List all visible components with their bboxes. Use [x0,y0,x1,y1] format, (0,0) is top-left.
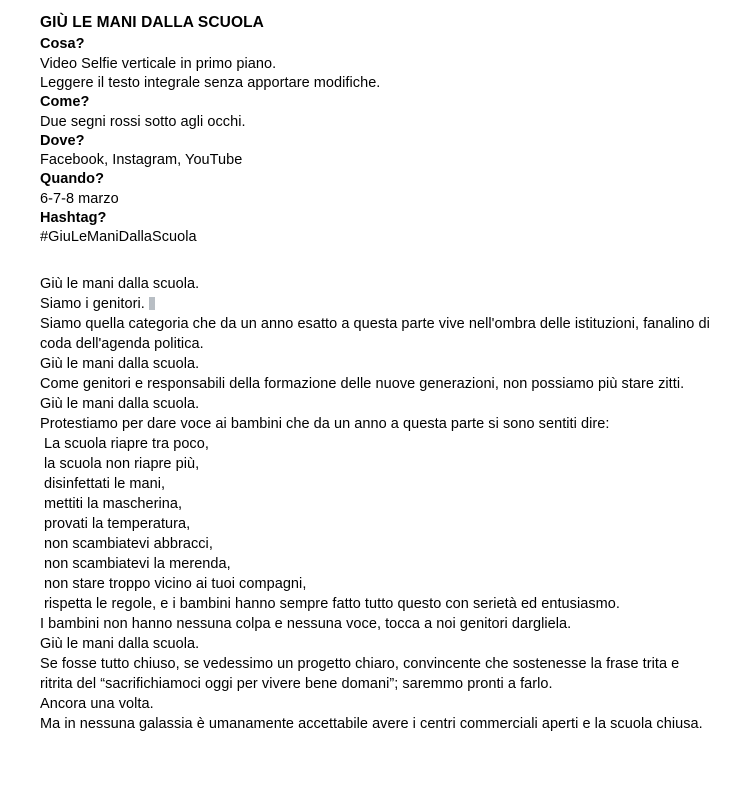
body-line: non scambiatevi la merenda, [44,555,231,572]
body-line: Giù le mani dalla scuola. [40,355,200,372]
body-line: La scuola riapre tra poco, [44,435,209,452]
meta-label: Cosa? [40,36,85,53]
body-line: disinfettati le mani, [44,475,166,492]
meta-line: Video Selfie verticale in primo piano. [40,55,277,72]
meta-item [40,35,710,93]
body-line: Siamo quella categoria che da un anno esatto a questa parte vive nell'ombra delle istituzioni, fanalino di coda dell'agenda politica. [40,315,710,352]
body-line: non scambiatevi abbracci, [44,535,213,552]
text-cursor [149,297,155,310]
meta-item [40,170,710,209]
body-line: rispetta le regole, e i bambini hanno sempre fatto tutto questo con serietà ed entusiasmo. [44,595,620,612]
meta-item [40,209,710,248]
meta-line: Due segni rossi sotto agli occhi. [40,113,246,130]
section-spacer [40,248,710,274]
meta-item [40,132,710,171]
body-line: Come genitori e responsabili della formazione delle nuove generazioni, non possiamo più stare zitti. [40,375,685,392]
body-line: la scuola non riapre più, [44,455,200,472]
meta-label: Come? [40,94,90,111]
meta-line: Leggere il testo integrale senza apportare modifiche. [40,75,381,92]
body-line: provati la temperatura, [44,515,191,532]
body-line: Giù le mani dalla scuola. [40,635,200,652]
meta-line: Facebook, Instagram, YouTube [40,152,243,169]
body-line: I bambini non hanno nessuna colpa e nessuna voce, tocca a noi genitori dargliela. [40,615,572,632]
body-line: non stare troppo vicino ai tuoi compagni, [44,575,307,592]
body-line: Protestiamo per dare voce ai bambini che da un anno a questa parte si sono sentiti dire: [40,415,610,432]
meta-line: #GiuLeManiDallaScuola [40,229,197,246]
meta-label: Quando? [40,171,104,188]
body-line: mettiti la mascherina, [44,495,183,512]
body-line: Se fosse tutto chiuso, se vedessimo un progetto chiaro, convincente che sostenesse la frase trita e ritrita del “sacrifichiamoci oggi per vivere bene domani”; saremmo pronti a farlo. [40,655,680,692]
meta-section [40,35,710,247]
body-line-with-caret [40,294,710,314]
meta-line: 6-7-8 marzo [40,190,119,207]
meta-item [40,93,710,132]
body-line: Giù le mani dalla scuola. [40,275,200,292]
meta-label: Hashtag? [40,210,107,226]
body-line: Ma in nessuna galassia è umanamente accettabile avere i centri commerciali aperti e la scuola chiusa. [40,715,703,732]
body-line: Ancora una volta. [40,695,154,712]
body-line-text: Siamo i genitori. [40,295,145,312]
body-text [40,274,710,734]
page-title: GIÙ LE MANI DALLA SCUOLA [40,14,264,31]
body-line: Giù le mani dalla scuola. [40,395,200,412]
meta-label: Dove? [40,132,85,149]
